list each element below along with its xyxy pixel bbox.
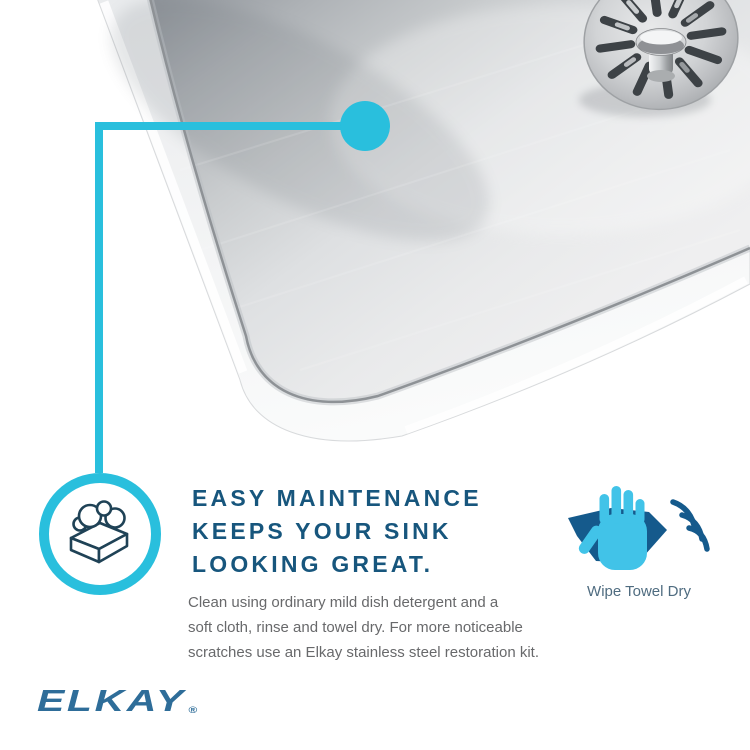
wipe-label: Wipe Towel Dry xyxy=(587,583,691,600)
motion-lines xyxy=(673,502,707,549)
soap-sponge-icon xyxy=(56,490,144,578)
wipe-towel-dry-icon xyxy=(553,468,743,583)
headline-line: EASY MAINTENANCE xyxy=(192,485,482,511)
body-line: scratches use an Elkay stainless steel restoration kit. xyxy=(188,644,539,661)
registered-mark: ® xyxy=(188,705,198,715)
callout-dot xyxy=(340,101,390,151)
headline-line: LOOKING GREAT. xyxy=(192,551,434,577)
finger xyxy=(612,486,622,524)
finger xyxy=(636,499,645,524)
callout-connector-vertical xyxy=(95,122,103,473)
elkay-logo xyxy=(37,683,198,725)
finger xyxy=(624,490,634,524)
finger xyxy=(600,494,610,524)
headline xyxy=(192,482,482,581)
callout-connector-horizontal xyxy=(95,122,347,130)
body-copy xyxy=(188,590,539,665)
soap-bubble xyxy=(97,502,111,516)
body-line: Clean using ordinary mild dish detergent and a xyxy=(188,594,499,611)
headline-line: KEEPS YOUR SINK xyxy=(192,518,452,544)
elkay-logo-text: ELKAY xyxy=(37,683,186,718)
body-line: soft cloth, rinse and towel dry. For more noticeable xyxy=(188,619,523,636)
